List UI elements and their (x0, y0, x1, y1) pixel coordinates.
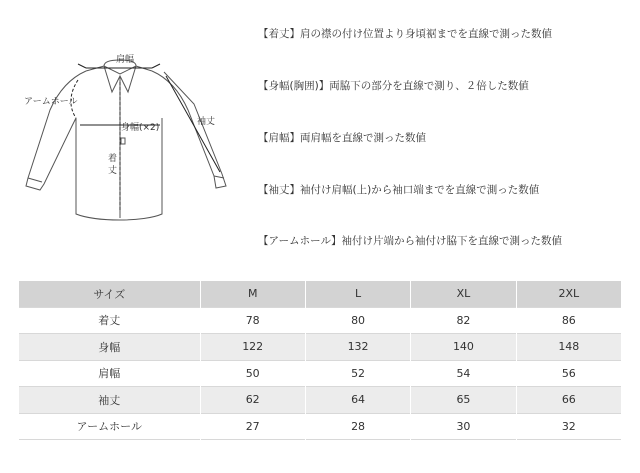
shoulder-width-label: 肩幅 (116, 55, 135, 65)
table-cell: 50 (200, 360, 305, 387)
shirt-measurement-diagram (0, 0, 245, 250)
table-cell: 28 (305, 413, 410, 440)
row-label: 肩幅 (19, 360, 200, 387)
definition-chest-width: 【身幅(胸囲)】両脇下の部分を直線で測り、２倍した数値 (258, 80, 529, 92)
definition-sleeve-length: 【袖丈】袖付け肩幅(上)から袖口端までを直線で測った数値 (258, 184, 540, 196)
header-m: M (200, 281, 305, 307)
table-row (19, 387, 622, 414)
table-cell: 78 (200, 307, 305, 334)
body-length-label-bottom: 丈 (108, 166, 118, 176)
table-cell: 27 (200, 413, 305, 440)
body-length-label-top: 着 (108, 154, 118, 164)
definition-armhole: 【アームホール】袖付け片端から袖付け脇下を直線で測った数値 (258, 235, 562, 247)
table-cell: 62 (200, 387, 305, 414)
header-l: L (305, 281, 410, 307)
table-cell: 30 (411, 413, 516, 440)
table-cell: 122 (200, 334, 305, 361)
header-2xl: 2XL (516, 281, 621, 307)
row-label: アームホール (19, 413, 200, 440)
table-header-row (19, 281, 622, 307)
row-label: 身幅 (19, 334, 200, 361)
definition-body-length: 【着丈】肩の襟の付け位置より身頃裾までを直線で測った数値 (258, 28, 552, 40)
row-label: 着丈 (19, 307, 200, 334)
table-cell: 54 (411, 360, 516, 387)
sleeve-length-label: 袖丈 (197, 117, 216, 127)
table-cell: 148 (516, 334, 621, 361)
table-cell: 132 (305, 334, 410, 361)
header-xl: XL (411, 281, 516, 307)
table-cell: 56 (516, 360, 621, 387)
size-table (19, 281, 622, 440)
table-cell: 140 (411, 334, 516, 361)
table-cell: 66 (516, 387, 621, 414)
table-cell: 64 (305, 387, 410, 414)
table-cell: 86 (516, 307, 621, 334)
table-row (19, 413, 622, 440)
row-label: 袖丈 (19, 387, 200, 414)
table-row (19, 334, 622, 361)
armhole-label: アームホール (24, 97, 78, 107)
table-cell: 52 (305, 360, 410, 387)
table-row (19, 307, 622, 334)
header-size: サイズ (19, 281, 200, 307)
table-cell: 82 (411, 307, 516, 334)
shirt-outline (26, 60, 226, 220)
table-cell: 80 (305, 307, 410, 334)
table-row (19, 360, 622, 387)
table-cell: 65 (411, 387, 516, 414)
definition-shoulder-width: 【肩幅】両肩幅を直線で測った数値 (258, 132, 426, 144)
measurement-lines (71, 64, 220, 210)
chest-width-label: 身幅(×2) (121, 123, 160, 133)
table-cell: 32 (516, 413, 621, 440)
